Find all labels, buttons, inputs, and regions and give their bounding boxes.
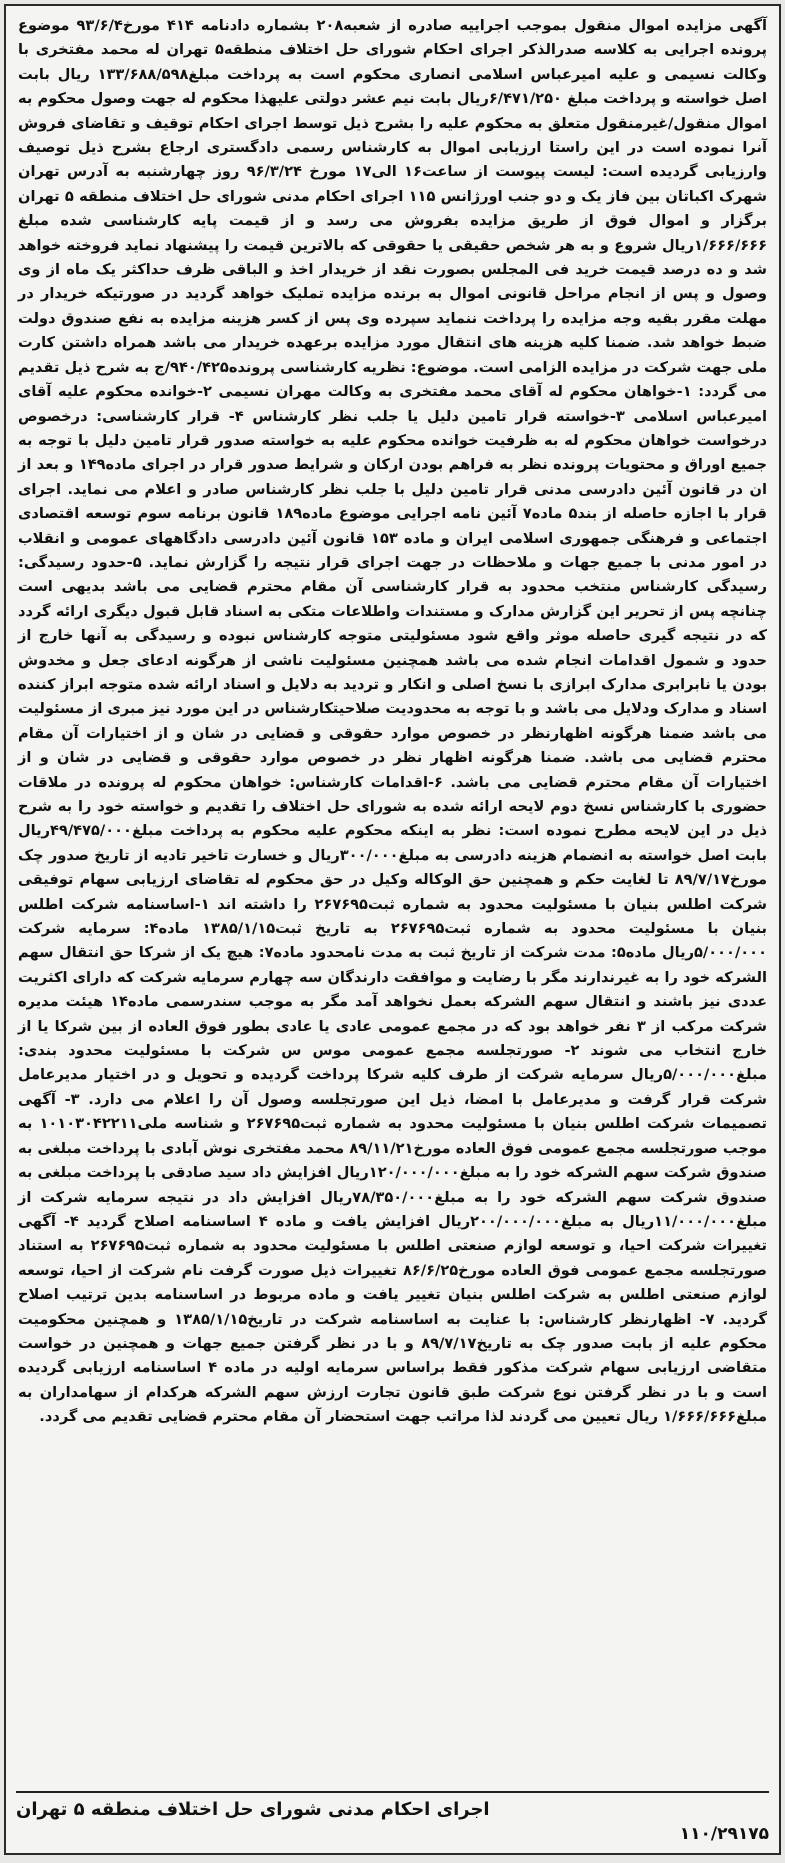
reference-number: ۱۱۰/۲۹۱۷۵ xyxy=(679,1824,769,1844)
auction-notice-text: آگهی مزایده اموال منقول بموجب اجراییه صادره از شعبه۲۰۸ بشماره دادنامه ۴۱۴ مورخ۹۳/۶/۴ موضوع پرونده اجرایی به کلاسه صدرالذکر اجرای احکام شورای حل اختلاف منطقه۵ تهران له محمد مفتخری با وکالت نسیمی و علیه امیرعباس اسلامی انصاری محکوم است به پرداخت مبلغ۱۳۳/۶۸۸/۵۹۸ ریال بابت اصل خواسته و پرداخت مبلغ ۶/۴۷۱/۲۵۰ریال بابت نیم عشر دولتی علیهذا محکوم له جهت وصول محکوم به اموال منقول/غیرمنقول متعلق به محکوم علیه را بشرح ذیل توسط اجرای احکام توقیف و تقاضای فروش آنرا نموده است در این راستا ارزیابی اموال به کارشناس رسمی دادگستری ارجاع بشرح ذیل توصیف وارزیابی گردیده است: لیست پیوست از ساعت۱۶ الی۱۷ مورخ ۹۶/۳/۲۴ روز چهارشنبه به آدرس تهران شهرک اکباتان بین فاز یک و دو جنب اورژانس ۱۱۵ اجرای احکام مدنی شورای حل اختلاف منطقه ۵ تهران برگزار و اموال فوق از طریق مزایده بفروش می رسد و از قیمت پایه کارشناسی شده مبلغ ۱/۶۶۶/۶۶۶ریال شروع و به هر شخص حقیقی یا حقوقی که بالاترین قیمت را پیشنهاد نماید فروخته خواهد شد و ده درصد قیمت خرید فی المجلس بصورت نقد از خریدار اخذ و الباقی ظرف حداکثر یک ماه از وی وصول و پس از انجام مراحل قانونی اموال به برنده مزایده تملیک خواهد گردید در صورتیکه خریدار در مهلت مقرر بقیه وجه مزایده را پرداخت ننماید سپرده وی پس از کسر هزینه مزایده به نفع صندوق دولت ضبط خواهد شد. ضمنا کلیه هزینه های انتقال مورد مزایده برعهده خریدار می باشد همراه داشتن کارت ملی جهت شرکت در مزایده الزامی است. موضوع: نظریه کارشناسی پرونده۹۴۰/۴۲۵/ج به شرح ذیل تقدیم می گردد: ۱-خواهان محکوم له آقای محمد مفتخری به وکالت مهران نسیمی ۲-خوانده محکوم علیه آقای امیرعباس اسلامی ۳-خواسته قرار تامین دلیل یا جلب نظر کارشناس ۴- قرار کارشناسی: درخصوص درخواست خواهان محکوم له به ظرفیت خوانده محکوم علیه به خواسته صدور قرار تامین دلیل با توجه به جمیع اوراق و محتویات پرونده نظر به فراهم بودن ارکان و شرایط صدور قرار در اجرای ماده۱۴۹ و بعد از ان در قانون آئین دادرسی مدنی قرار تامین دلیل با جلب نظر کارشناس صادر و اعلام می نماید. اجرای قرار با اجازه حاصله از بند۵ ماده۷ آئین نامه اجرایی موضوع ماده۱۸۹ قانون برنامه سوم توسعه اقتصادی اجتماعی و فرهنگی جمهوری اسلامی ایران و ماده ۱۵۳ قانون آئین دادرسی دادگاههای عمومی و انقلاب در امور مدنی با جمیع جهات و ملاحظات در جهت اجرای قرار نتیجه را گزارش نماید. ۵-حدود رسیدگی: رسیدگی کارشناس منتخب محدود به قرار کارشناسی آن مقام محترم قضایی می باشد بدیهی است چنانچه پس از تحریر این گزارش مدارک و مستندات واطلاعات متکی به اسناد قابل قبول دیگری ارائه گردد که در نتیجه گیری حاصله موثر واقع شود مسئولیتی متوجه کارشناس نبوده و رسیدگی به آنها خارج از حدود و شمول اقدامات انجام شده می باشد همچنین مسئولیت ناشی از هرگونه ادعای جعل و مخدوش بودن یا نابرابری مدارک ابرازی با نسخ اصلی و انکار و تردید به دلایل و اسناد ارائه شده متوجه ابراز کننده اسناد و مدارک ودلایل می باشد و با توجه به محدودیت صلاحیتکارشناس در این مورد نیز مبری از مسئولیت می باشد ضمنا هرگونه اظهارنظر در خصوص موارد حقوقی و قضایی در شان و از اختیارات آن مقام محترم قضایی می باشد. ضمنا هرگونه اظهار نظر در خصوص موارد حقوقی و قضایی در شان و از اختیارات آن مقام محترم قضایی می باشد. ۶-اقدامات کارشناس: خواهان محکوم له پرونده در ملاقات حضوری با کارشناس نسخ دوم لایحه ارائه شده به شورای حل اختلاف را تقدیم و خواسته خود را به شرح ذیل در این لایحه مطرح نموده است: نظر به اینکه محکوم علیه محکوم به پرداخت مبلغ۴۹/۴۷۵/۰۰۰ریال بابت اصل خواسته به انضمام هزینه دادرسی به مبلغ۳۰۰/۰۰۰ریال و خسارت تاخیر تادیه از تاریخ صدور چک مورخ۸۹/۷/۱۷ تا لغایت حکم و همچنین حق الوکاله وکیل در حق محکوم له تقاضای ارزیابی سهام توفیقی شرکت اطلس بنیان با مسئولیت محدود به شماره ثبت۲۶۷۶۹۵ را داشته اند ۱-اساسنامه شرکت اطلس بنیان با مسئولیت محدود به شماره ثبت۲۶۷۶۹۵ به تاریخ ثبت۱۳۸۵/۱/۱۵ ماده۴: سرمایه شرکت ۵/۰۰۰/۰۰۰ریال ماده۵: مدت شرکت از تاریخ ثبت به مدت نامحدود ماده۷: هیچ یک از شرکا حق انتقال سهم الشرکه خود را به غیرندارند مگر با رضایت و موافقت دارندگان سه چهارم سرمایه شرکت که دارای اکثریت عددی نیز باشند و انتقال سهم الشرکه بعمل نخواهد آمد مگر به موجب سندرسمی ماده۱۴ هیئت مدیره شرکت مرکب از ۳ نفر خواهد بود که در مجمع عمومی عادی یا عادی بطور فوق العاده از بین شرکا یا از خارج انتخاب می شوند ۲- صورتجلسه مجمع عمومی موس س شرکت با مسئولیت محدود بندی: مبلغ۵/۰۰۰/۰۰۰ریال سرمایه شرکت از طرف کلیه شرکا پرداخت گردیده و تحویل و در اختیار مدیرعامل شرکت قرار گرفت و مدیرعامل با امضا، ذیل این صورتجلسه وصول آن را اعلام می دارد. ۳- آگهی تصمیمات شرکت اطلس بنیان با مسئولیت محدود به شماره ثبت۲۶۷۶۹۵ و شناسه ملی۱۰۱۰۳۰۴۲۲۱۱ به موجب صورتجلسه مجمع عمومی فوق العاده مورخ۸۹/۱۱/۲۱ محمد مفتخری نوش آبادی با پرداخت مبلغی به صندوق شرکت سهم الشرکه خود را به مبلغ۱۲۰/۰۰۰/۰۰۰ریال افزایش داد سید صادقی با پرداخت مبلغی به صندوق شرکت سهم الشرکه خود را به مبلغ۷۸/۳۵۰/۰۰۰ریال افزایش داد در نتیجه سرمایه شرکت از مبلغ۱۱/۰۰۰/۰۰۰ریال به مبلغ۲۰۰/۰۰۰/۰۰۰ریال افزایش یافت و ماده ۴ اساسنامه اصلاح گردید ۴- آگهی تغییرات شرکت احیا، و توسعه لوازم صنعتی اطلس با مسئولیت محدود به شماره ثبت۲۶۷۶۹۵ به استناد صورتجلسه مجمع عمومی فوق العاده مورخ۸۶/۶/۲۵ تغییرات ذیل صورت گرفت نام شرکت از احیا، توسعه لوازم صنعتی اطلس به شرکت اطلس بنیان تغییر یافت و ماده مربوط در اساسنامه بدین ترتیب اصلاح گردید. ۷- اظهارنظر کارشناس: با عنایت به اساسنامه شرکت در تاریخ۱۳۸۵/۱/۱۵ و همچنین محکومیت محکوم علیه از بابت صدور چک به تاریخ۸۹/۷/۱۷ و با در نظر گرفتن جمیع جهات و همچنین در خواست متقاضی ارزیابی سهام شرکت مذکور فقط براساس سرمایه اولیه در ماده ۴ اساسنامه ارزیابی گردیده است و با در نظر گرفتن نوع شرکت طبق قانون تجارت ارزش سهم الشرکه هرکدام از سهامداران به مبلغ۱/۶۶۶/۶۶۶ ریال تعیین می گردند لذا مراتب جهت استحضار آن مقام محترم قضایی تقدیم می گردد. xyxy=(18,17,768,1426)
footer-divider xyxy=(16,1791,769,1793)
notice-footer xyxy=(16,1797,769,1845)
newspaper-clipping xyxy=(4,4,781,1855)
issuer-signature: اجرای احکام مدنی شورای حل اختلاف منطقه ۵ تهران xyxy=(16,1799,490,1820)
